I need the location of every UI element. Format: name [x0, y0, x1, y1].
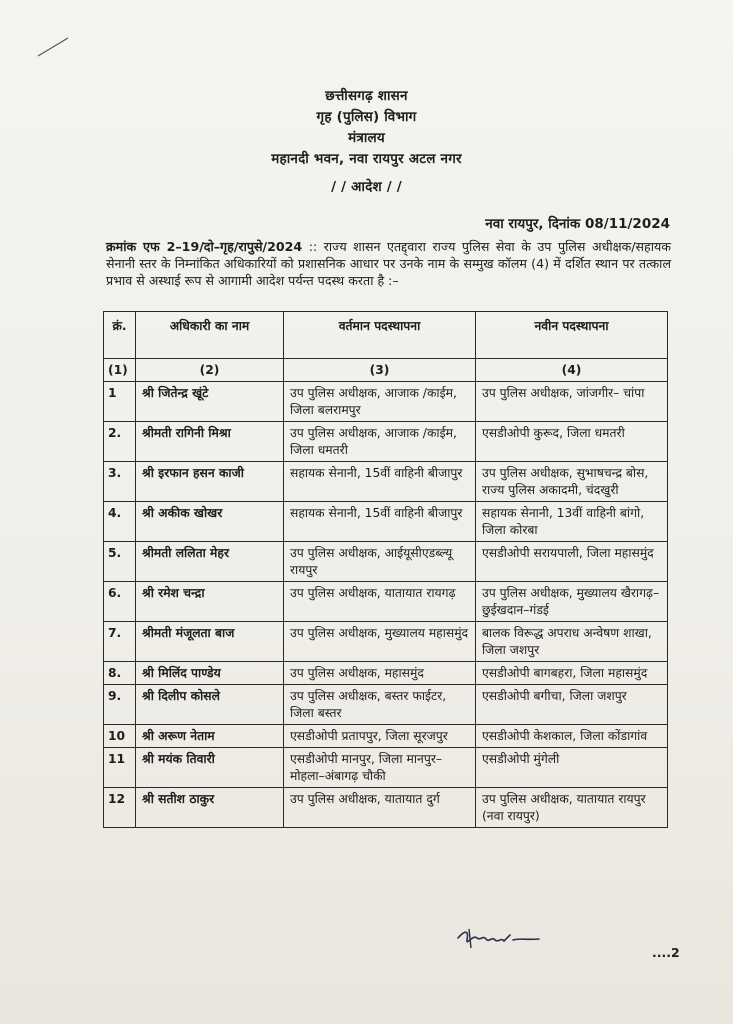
- current-posting-cell: उप पुलिस अधीक्षक, आजाक /काईम, जिला धमतरी: [284, 422, 476, 462]
- new-posting-cell: एसडीओपी कुरूद, जिला धमतरी: [476, 422, 668, 462]
- officer-name-cell: श्री सतीश ठाकुर: [136, 788, 284, 828]
- new-posting-cell: एसडीओपी बगीचा, जिला जशपुर: [476, 685, 668, 725]
- officer-name-cell: श्री दिलीप कोसले: [136, 685, 284, 725]
- current-posting-cell: उप पुलिस अधीक्षक, मुख्यालय महासमुंद: [284, 622, 476, 662]
- table-row: [104, 662, 668, 685]
- new-posting-cell: एसडीओपी सरायपाली, जिला महासमुंद: [476, 542, 668, 582]
- serial-number-cell: 3.: [104, 462, 136, 502]
- letterhead: [0, 86, 733, 198]
- serial-number-cell: 10: [104, 725, 136, 748]
- order-intro: [106, 238, 671, 289]
- table-row: [104, 582, 668, 622]
- serial-number-cell: 1: [104, 382, 136, 422]
- officer-name-cell: श्रीमती रागिनी मिश्रा: [136, 422, 284, 462]
- current-posting-cell: उप पुलिस अधीक्षक, यातायात दुर्ग: [284, 788, 476, 828]
- new-posting-cell: उप पुलिस अधीक्षक, यातायात रायपुर (नवा रायपुर): [476, 788, 668, 828]
- table-row: [104, 462, 668, 502]
- order-intro-text: :: राज्य शासन एतद्द्वारा राज्य पुलिस सेवा के उप पुलिस अधीक्षक/सहायक सेनानी स्तर के निम्नांकित अधिकारियों को प्रशासनिक आधार पर उनके नाम के सम्मुख कॉलम (4) में दर्शित स्थान पर तत्काल प्रभाव से अस्थाई रूप से आगामी आदेश पर्यन्त पदस्थ करता है :–: [106, 239, 671, 288]
- serial-number-cell: 4.: [104, 502, 136, 542]
- serial-number-cell: 7.: [104, 622, 136, 662]
- table-row: [104, 788, 668, 828]
- table-row: [104, 382, 668, 422]
- header-serial: क्रं.: [104, 312, 136, 359]
- serial-number-cell: 11: [104, 748, 136, 788]
- column-number-row: [104, 359, 668, 382]
- new-posting-cell: एसडीओपी बागबहरा, जिला महासमुंद: [476, 662, 668, 685]
- table-row: [104, 622, 668, 662]
- serial-number-cell: 8.: [104, 662, 136, 685]
- order-title: / / आदेश / /: [331, 179, 402, 195]
- officer-name-cell: श्री अकीक खोखर: [136, 502, 284, 542]
- officer-name-cell: श्री मयंक तिवारी: [136, 748, 284, 788]
- current-posting-cell: सहायक सेनानी, 15वीं वाहिनी बीजापुर: [284, 462, 476, 502]
- current-posting-cell: उप पुलिस अधीक्षक, आजाक /काईम, जिला बलरामपुर: [284, 382, 476, 422]
- header-new-posting: नवीन पदस्थापना: [476, 312, 668, 359]
- office-address: महानदी भवन, नवा रायपुर अटल नगर: [271, 151, 462, 167]
- table-row: [104, 748, 668, 788]
- current-posting-cell: एसडीओपी मानपुर, जिला मानपुर–मोहला–अंबागढ़ चौकी: [284, 748, 476, 788]
- serial-number-cell: 9.: [104, 685, 136, 725]
- serial-number-cell: 6.: [104, 582, 136, 622]
- header-current-posting: वर्तमान पदस्थापना: [284, 312, 476, 359]
- table-row: [104, 685, 668, 725]
- table-row: [104, 725, 668, 748]
- new-posting-cell: उप पुलिस अधीक्षक, सुभाषचन्द्र बोस, राज्य पुलिस अकादमी, चंदखुरी: [476, 462, 668, 502]
- current-posting-cell: उप पुलिस अधीक्षक, यातायात रायगढ़: [284, 582, 476, 622]
- officer-name-cell: श्री अरूण नेताम: [136, 725, 284, 748]
- column-number: (2): [136, 359, 284, 382]
- current-posting-cell: उप पुलिस अधीक्षक, आईयूसीएडब्ल्यू रायपुर: [284, 542, 476, 582]
- place-date: नवा रायपुर, दिनांक 08/11/2024: [485, 216, 670, 232]
- page-continuation: ....2: [652, 945, 680, 960]
- serial-number-cell: 5.: [104, 542, 136, 582]
- new-posting-cell: उप पुलिस अधीक्षक, मुख्यालय खैरागढ़–छुईखदान–गंडई: [476, 582, 668, 622]
- serial-number-cell: 12: [104, 788, 136, 828]
- order-number: क्रमांक एफ 2–19/दो–गृह/रापुसे/2024: [106, 239, 303, 254]
- current-posting-cell: सहायक सेनानी, 15वीं वाहिनी बीजापुर: [284, 502, 476, 542]
- department-name: गृह (पुलिस) विभाग: [316, 109, 417, 125]
- new-posting-cell: बालक विरूद्ध अपराध अन्वेषण शाखा, जिला जशपुर: [476, 622, 668, 662]
- officer-name-cell: श्री रमेश चन्द्रा: [136, 582, 284, 622]
- table-row: [104, 542, 668, 582]
- signature-icon: [455, 926, 541, 952]
- new-posting-cell: उप पुलिस अधीक्षक, जांजगीर– चांपा: [476, 382, 668, 422]
- new-posting-cell: एसडीओपी केशकाल, जिला कोंडागांव: [476, 725, 668, 748]
- table-header-row: [104, 312, 668, 359]
- column-number: (4): [476, 359, 668, 382]
- header-officer-name: अधिकारी का नाम: [136, 312, 284, 359]
- new-posting-cell: एसडीओपी मुंगेली: [476, 748, 668, 788]
- current-posting-cell: उप पुलिस अधीक्षक, बस्तर फाईटर, जिला बस्तर: [284, 685, 476, 725]
- pen-mark-icon: [36, 36, 70, 58]
- officer-name-cell: श्री मिलिंद पाण्डेय: [136, 662, 284, 685]
- officer-name-cell: श्रीमती मंजूलता बाज: [136, 622, 284, 662]
- new-posting-cell: सहायक सेनानी, 13वीं वाहिनी बांगो, जिला कोरबा: [476, 502, 668, 542]
- officer-name-cell: श्री इरफान हसन काजी: [136, 462, 284, 502]
- ministry-name: मंत्रालय: [348, 130, 385, 146]
- government-name: छत्तीसगढ़ शासन: [325, 88, 408, 104]
- table-row: [104, 502, 668, 542]
- column-number: (1): [104, 359, 136, 382]
- table-row: [104, 422, 668, 462]
- officer-name-cell: श्रीमती ललिता मेहर: [136, 542, 284, 582]
- officer-name-cell: श्री जितेन्द्र खूंटे: [136, 382, 284, 422]
- current-posting-cell: उप पुलिस अधीक्षक, महासमुंद: [284, 662, 476, 685]
- serial-number-cell: 2.: [104, 422, 136, 462]
- postings-table: [103, 311, 668, 828]
- column-number: (3): [284, 359, 476, 382]
- current-posting-cell: एसडीओपी प्रतापपुर, जिला सूरजपुर: [284, 725, 476, 748]
